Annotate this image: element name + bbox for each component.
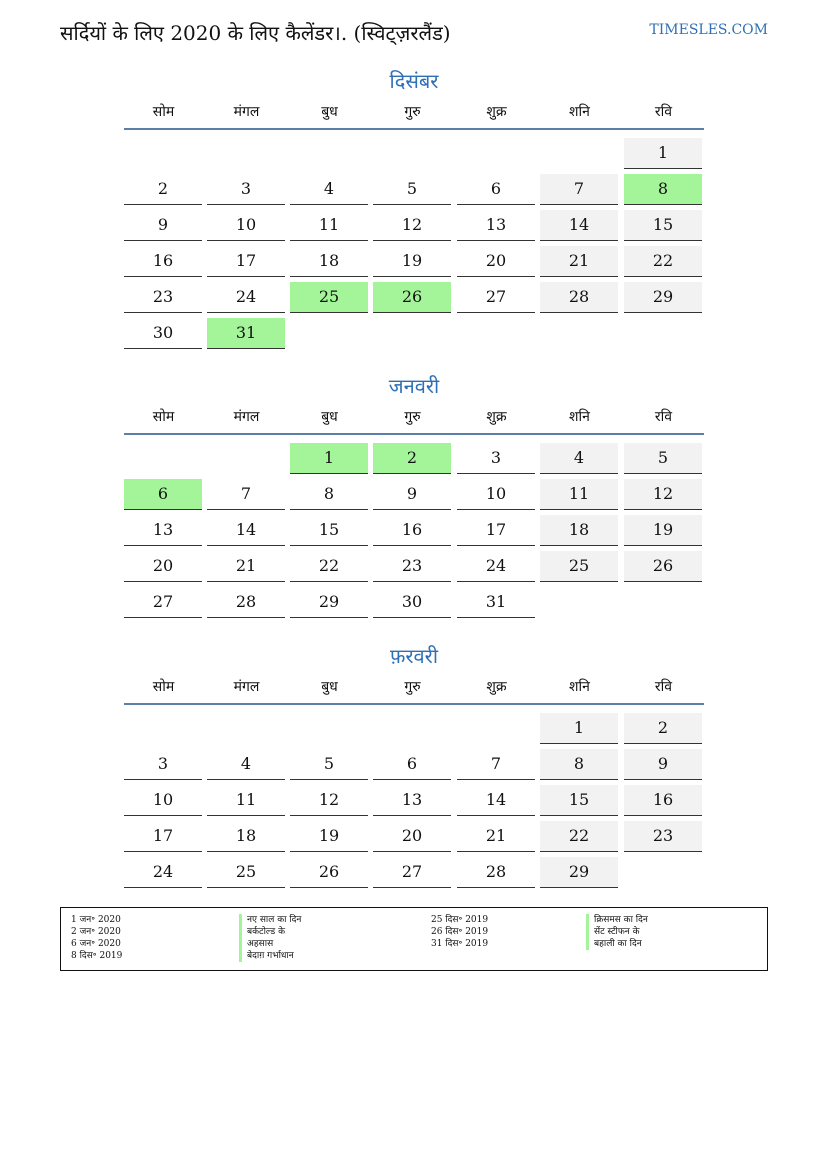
day-cell: 9	[373, 479, 451, 510]
legend-date: 8 दिस॰ 2019	[71, 951, 123, 961]
legend-holiday-name: अहसास	[239, 938, 273, 950]
legend-date: 26 दिस॰ 2019	[431, 927, 489, 937]
month-february	[124, 641, 704, 881]
day-cell: 25	[207, 857, 285, 888]
day-cell: 13	[373, 785, 451, 816]
day-cell: 12	[373, 210, 451, 241]
day-cell: 16	[373, 515, 451, 546]
day-cell: 28	[457, 857, 535, 888]
day-cell: 19	[373, 246, 451, 277]
day-cell: 17	[207, 246, 285, 277]
day-cell: 12	[290, 785, 368, 816]
day-cell: 22	[624, 246, 702, 277]
day-cell: 6	[124, 479, 202, 510]
weekday-label: मंगल	[233, 409, 260, 425]
day-cell: 4	[540, 443, 618, 474]
weekday-label: सोम	[152, 409, 175, 425]
day-cell: 27	[124, 587, 202, 618]
day-cell: 5	[373, 174, 451, 205]
weekday-label: शुक्र	[486, 104, 507, 120]
legend-date: 1 जन॰ 2020	[71, 915, 121, 925]
holiday-legend	[60, 907, 768, 971]
weekday-label: शनि	[569, 409, 590, 425]
day-cell: 7	[457, 749, 535, 780]
day-cell: 19	[290, 821, 368, 852]
weekday-label: रवि	[654, 679, 673, 695]
legend-holiday-name: बेदाग़ गर्भाधान	[239, 950, 294, 962]
day-cell: 27	[457, 282, 535, 313]
day-cell: 29	[290, 587, 368, 618]
day-cell: 22	[290, 551, 368, 582]
weekday-label: रवि	[654, 409, 673, 425]
day-cell: 18	[540, 515, 618, 546]
day-cell: 8	[624, 174, 702, 205]
legend-holiday-name: नए साल का दिन	[239, 914, 301, 926]
day-cell: 11	[207, 785, 285, 816]
day-cell: 9	[124, 210, 202, 241]
weekday-label: गुरु	[404, 104, 421, 120]
day-cell: 17	[457, 515, 535, 546]
day-cell: 27	[373, 857, 451, 888]
weekday-label: बुध	[321, 409, 338, 425]
day-cell: 31	[207, 318, 285, 349]
legend-date: 2 जन॰ 2020	[71, 927, 121, 937]
day-cell: 26	[290, 857, 368, 888]
day-cell: 21	[457, 821, 535, 852]
day-cell: 29	[624, 282, 702, 313]
legend-date: 31 दिस॰ 2019	[431, 939, 489, 949]
day-cell: 8	[540, 749, 618, 780]
page-title: सर्दियों के लिए 2020 के लिए कैलेंडर।. (स्विट्ज़रलैंड)	[60, 21, 451, 45]
weekday-label: शुक्र	[486, 679, 507, 695]
day-cell: 4	[290, 174, 368, 205]
month-january	[124, 371, 704, 611]
weekday-label: मंगल	[233, 679, 260, 695]
month-title: दिसंबर	[389, 69, 439, 93]
day-cell: 16	[624, 785, 702, 816]
day-cell: 23	[373, 551, 451, 582]
day-cell: 24	[124, 857, 202, 888]
day-cell: 6	[373, 749, 451, 780]
month-december	[124, 66, 704, 342]
day-cell: 24	[457, 551, 535, 582]
header-rule	[124, 433, 704, 435]
day-cell: 23	[624, 821, 702, 852]
day-cell: 24	[207, 282, 285, 313]
day-cell: 15	[540, 785, 618, 816]
weekday-header	[124, 96, 704, 130]
weekday-label: रवि	[654, 104, 673, 120]
day-cell: 20	[457, 246, 535, 277]
day-cell: 26	[373, 282, 451, 313]
day-cell: 10	[457, 479, 535, 510]
legend-holiday-name: बर्कटोल्ड के	[239, 926, 285, 938]
legend-holiday-name: क्रिसमस का दिन	[586, 914, 648, 926]
day-cell: 2	[124, 174, 202, 205]
day-cell: 22	[540, 821, 618, 852]
weekday-label: गुरु	[404, 679, 421, 695]
day-cell: 28	[207, 587, 285, 618]
day-cell: 31	[457, 587, 535, 618]
weekday-label: बुध	[321, 679, 338, 695]
day-cell: 25	[290, 282, 368, 313]
day-cell: 11	[290, 210, 368, 241]
weekday-label: शनि	[569, 679, 590, 695]
legend-date: 25 दिस॰ 2019	[431, 915, 489, 925]
day-cell: 19	[624, 515, 702, 546]
day-cell: 14	[457, 785, 535, 816]
legend-holiday-name: सेंट स्टीफन के	[586, 926, 640, 938]
day-cell: 18	[207, 821, 285, 852]
day-cell: 23	[124, 282, 202, 313]
day-cell: 9	[624, 749, 702, 780]
day-cell: 3	[457, 443, 535, 474]
day-cell: 3	[207, 174, 285, 205]
day-cell: 14	[207, 515, 285, 546]
day-cell: 1	[290, 443, 368, 474]
weekday-label: सोम	[152, 104, 175, 120]
day-cell: 18	[290, 246, 368, 277]
day-cell: 7	[207, 479, 285, 510]
day-cell: 15	[624, 210, 702, 241]
day-cell: 26	[624, 551, 702, 582]
day-cell: 1	[540, 713, 618, 744]
day-cell: 13	[124, 515, 202, 546]
day-cell: 5	[624, 443, 702, 474]
day-cell: 13	[457, 210, 535, 241]
day-cell: 7	[540, 174, 618, 205]
day-cell: 1	[624, 138, 702, 169]
header-rule	[124, 703, 704, 705]
header-rule	[124, 128, 704, 130]
weekday-label: मंगल	[233, 104, 260, 120]
day-cell: 20	[124, 551, 202, 582]
day-cell: 6	[457, 174, 535, 205]
day-cell: 29	[540, 857, 618, 888]
day-cell: 15	[290, 515, 368, 546]
month-title: जनवरी	[388, 374, 440, 398]
legend-date: 6 जन॰ 2020	[71, 939, 121, 949]
day-cell: 10	[124, 785, 202, 816]
weekday-header	[124, 671, 704, 705]
day-cell: 30	[124, 318, 202, 349]
day-cell: 25	[540, 551, 618, 582]
day-cell: 21	[207, 551, 285, 582]
day-cell: 16	[124, 246, 202, 277]
weekday-label: गुरु	[404, 409, 421, 425]
day-cell: 14	[540, 210, 618, 241]
weekday-label: शनि	[569, 104, 590, 120]
day-cell: 12	[624, 479, 702, 510]
weekday-label: सोम	[152, 679, 175, 695]
weekday-header	[124, 401, 704, 435]
weekday-label: शुक्र	[486, 409, 507, 425]
day-cell: 17	[124, 821, 202, 852]
day-cell: 21	[540, 246, 618, 277]
day-cell: 11	[540, 479, 618, 510]
legend-holiday-name: बहाली का दिन	[586, 938, 642, 950]
day-cell: 2	[373, 443, 451, 474]
day-cell: 3	[124, 749, 202, 780]
day-cell: 28	[540, 282, 618, 313]
weekday-label: बुध	[321, 104, 338, 120]
day-cell: 10	[207, 210, 285, 241]
day-cell: 8	[290, 479, 368, 510]
day-cell: 5	[290, 749, 368, 780]
site-link[interactable]: TIMESLES.COM	[649, 22, 768, 38]
day-cell: 4	[207, 749, 285, 780]
day-cell: 30	[373, 587, 451, 618]
day-cell: 20	[373, 821, 451, 852]
day-cell: 2	[624, 713, 702, 744]
month-title: फ़रवरी	[389, 644, 439, 668]
